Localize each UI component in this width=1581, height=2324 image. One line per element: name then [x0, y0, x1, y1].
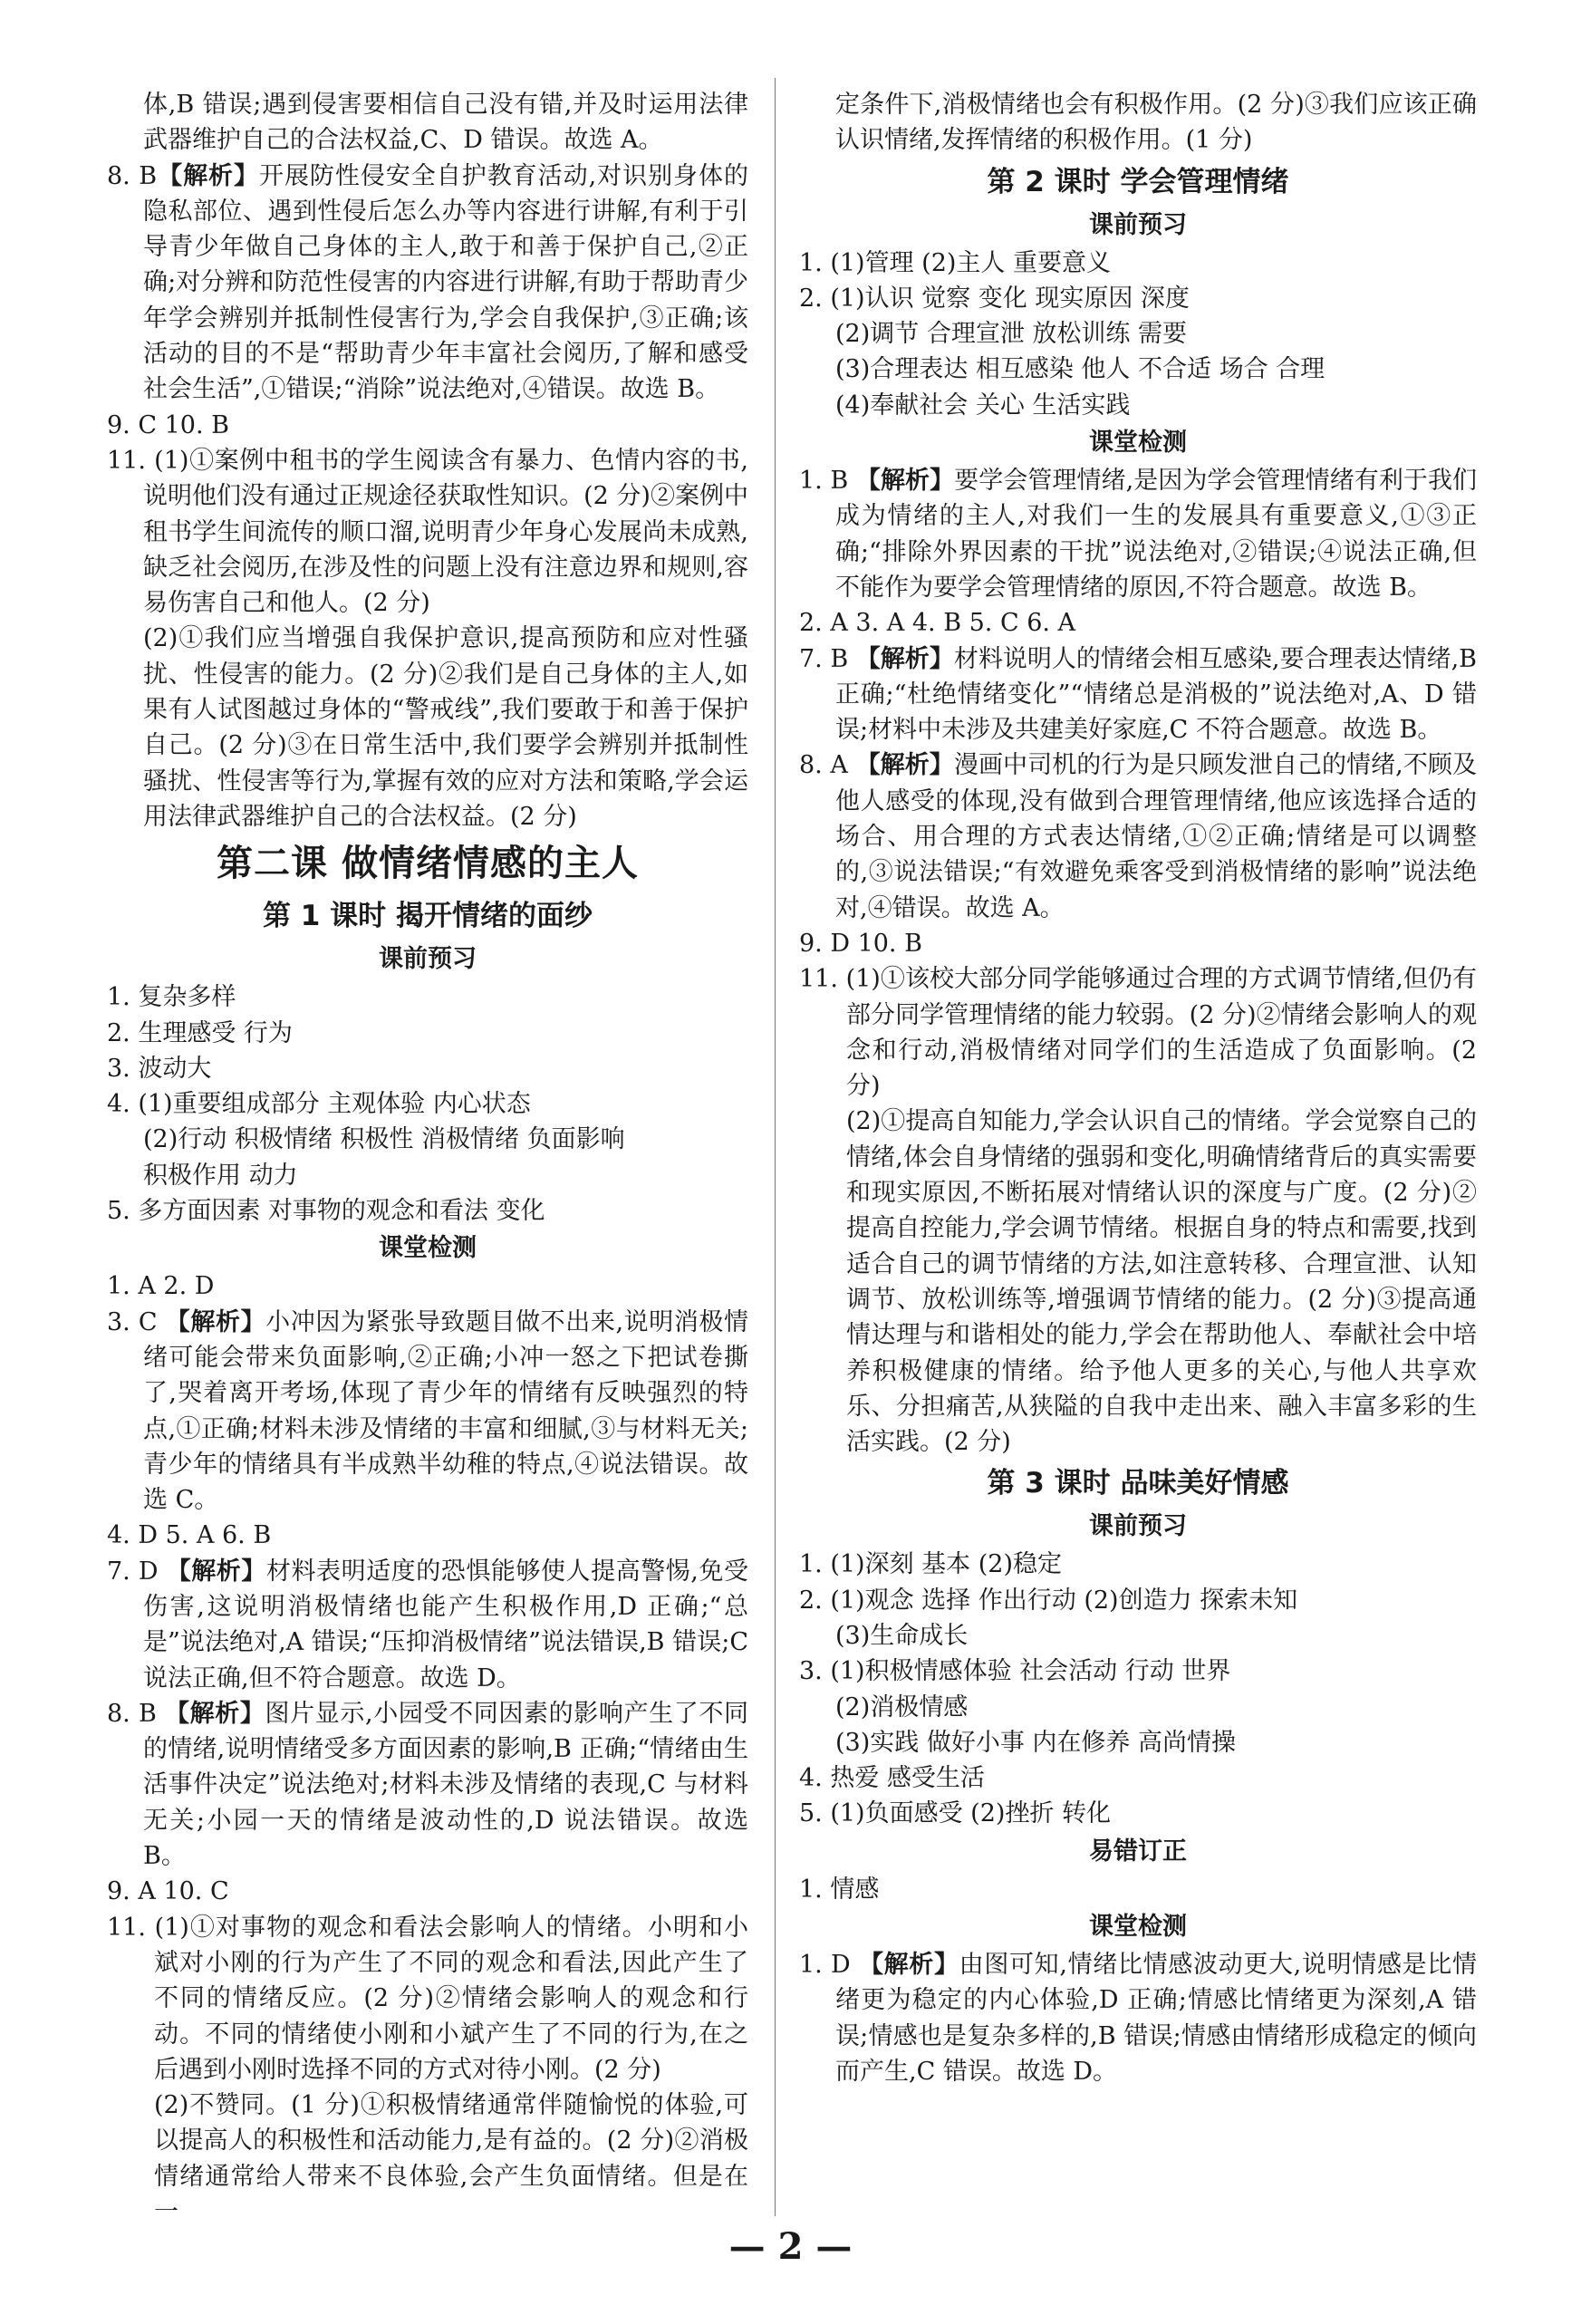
analysis-tag: 【解析】 [165, 1699, 265, 1728]
analysis-tag: 【解析】 [166, 1557, 266, 1586]
analysis-tag: 【解析】 [858, 1951, 959, 1980]
check-item: (2)不赞同。(1 分)①积极情绪通常伴随愉悦的体验,可以提高人的积极性和活动能力,是有益的。(2 分)②消极情绪通常给人带来不良体验,会产生负面情绪。但是在一 [154, 2091, 748, 2227]
answer-text: 由图可知,情绪比情感波动更大,说明情感是比情绪更为稳定的内心体验,D 正确;情感比情绪更为深刻,A 错误;情感也是复杂多样的,B 错误;情感由情绪形成稳定的倾向而产生,C 错误。故选 D。 [835, 1951, 1477, 2086]
analysis-tag: 【解析】 [165, 1307, 266, 1336]
check-item: 1. A 2. D [107, 1272, 215, 1301]
check-item [799, 747, 1477, 925]
preview-item: (3)实践 做好小事 内在修养 高尚情操 [835, 1728, 1236, 1757]
check-item [107, 1305, 748, 1519]
period-title: 第 1 课时 揭开情绪的面纱 [263, 900, 593, 933]
preview-item: 5. (1)负面感受 (2)挫折 转化 [799, 1799, 1111, 1828]
answer-8 [107, 159, 748, 408]
check-item: 11. (1)①对事物的观念和看法会影响人的情绪。小明和小斌对小刚的行为产生了不同的观念和看法,因此产生了不同的情绪反应。(2 分)②情绪会影响人的观念和行动。不同的情绪使小刚和小斌产生了不同的行为,在之后遇到小刚时选择不同的方式对待小刚。(2 分) [107, 1913, 748, 2084]
answer-number: 1. B [799, 467, 849, 496]
preview-item: 积极作用 动力 [143, 1161, 298, 1190]
section-heading-preview: 课前预习 [1089, 1512, 1187, 1541]
answer-text: 材料表明适度的恐惧能够使人提高警惕,免受伤害,这说明消极情绪也能产生积极作用,D 正确;“总是”说法绝对,A 错误;“压抑消极情绪”说法错误,B 错误;C 说法正确,但不符合题意。故选 D。 [143, 1557, 748, 1692]
check-item: 2. A 3. A 4. B 5. C 6. A [799, 609, 1076, 638]
preview-item: (2)行动 积极情绪 积极性 消极情绪 负面影响 [143, 1125, 625, 1154]
check-item: 9. D 10. B [799, 929, 922, 958]
preview-item: 1. (1)管理 (2)主人 重要意义 [799, 248, 1111, 277]
answer-text: 图片显示,小园受不同因素的影响产生了不同的情绪,说明情绪受多方面因素的影响,B 正确;“情绪由生活事件决定”说法绝对;材料未涉及情绪的表现,C 与材料无关;小园一天的情绪是波动性的,D 说法错误。故选 B。 [143, 1699, 748, 1871]
answer-number: 8. B [107, 1699, 157, 1728]
section-heading-check: 课堂检测 [379, 1234, 477, 1263]
check-item [799, 641, 1477, 748]
preview-item: 1. 复杂多样 [107, 983, 236, 1012]
preview-item: 2. (1)认识 觉察 变化 现实原因 深度 [799, 284, 1190, 313]
answer-number: 7. B [799, 644, 849, 673]
preview-item: 5. 多方面因素 对事物的观念和看法 变化 [107, 1197, 545, 1226]
analysis-tag: 【解析】 [157, 161, 259, 190]
preview-item: 2. (1)观念 选择 作出行动 (2)创造力 探索未知 [799, 1586, 1298, 1615]
section-heading-preview: 课前预习 [379, 945, 477, 974]
lesson-title: 第二课 做情绪情感的主人 [217, 843, 639, 885]
analysis-tag: 【解析】 [855, 467, 955, 496]
answer-number: 8. B [107, 161, 158, 190]
check-item [799, 1947, 1477, 2089]
preview-item: (4)奉献社会 关心 生活实践 [835, 391, 1131, 419]
preview-item: (3)生命成长 [835, 1621, 969, 1650]
answer-number: 8. A [799, 751, 848, 780]
answer-number: 7. D [107, 1557, 159, 1586]
answer-11-part1: 11. (1)①案例中租书的学生阅读含有暴力、色情内容的书,说明他们没有通过正规途径获取性知识。(2 分)②案例中租书学生间流传的顺口溜,说明青少年身心发展尚未成熟,缺乏社会阅历,在涉及性的问题上没有注意边界和规则,容易伤害自己和他人。(2 分) [107, 446, 748, 618]
column-divider [775, 78, 776, 2216]
answer-text: 开展防性侵安全自护教育活动,对识别身体的隐私部位、遇到性侵后怎么办等内容进行讲解,有利于引导青少年做自己身体的主人,敢于和善于保护自己,②正确;对分辨和防范性侵害的内容进行讲解,有助于帮助青少年学会辨别并抵制性侵害行为,学会自我保护,③正确;该活动的目的不是“帮助青少年丰富社会阅历,了解和感受社会生活”,①错误;“消除”说法绝对,④错误。故选 B。 [143, 161, 748, 404]
error-item: 1. 情感 [799, 1875, 880, 1904]
preview-item: 4. 热爱 感受生活 [799, 1764, 985, 1793]
check-item [107, 1696, 748, 1874]
section-heading-error-correction: 易错订正 [1089, 1837, 1187, 1866]
period-title: 第 3 课时 品味美好情感 [987, 1467, 1289, 1500]
analysis-tag: 【解析】 [855, 751, 954, 780]
answer-text: 材料说明人的情绪会相互感染,要合理表达情绪,B 正确;“杜绝情绪变化”“情绪总是消极的”说法绝对,A、D 错误;材料中未涉及共建美好家庭,C 不符合题意。故选 B。 [835, 644, 1477, 745]
preview-item: 3. 波动大 [107, 1054, 212, 1083]
right-column [799, 87, 1477, 2089]
section-heading-check: 课堂检测 [1089, 429, 1187, 458]
preview-item: 4. (1)重要组成部分 主观体验 内心状态 [107, 1090, 531, 1119]
section-heading-check: 课堂检测 [1089, 1913, 1187, 1942]
answer-number: 1. D [799, 1951, 851, 1980]
page-number: — 2 — [728, 2225, 853, 2268]
check-item: 9. A 10. C [107, 1877, 229, 1906]
preview-item: (3)合理表达 相互感染 他人 不合适 场合 合理 [835, 355, 1326, 384]
answer-number: 3. C [107, 1307, 158, 1336]
section-heading-preview: 课前预习 [1089, 210, 1187, 239]
check-item: 11. (1)①该校大部分同学能够通过合理的方式调节情绪,但仍有部分同学管理情绪的能力较弱。(2 分)②情绪会影响人的观念和行动,消极情绪对同学们的生活造成了负面影响。(2 分) [799, 965, 1477, 1101]
check-item: (2)①提高自知能力,学会认识自己的情绪。学会觉察自己的情绪,体会自身情绪的强弱和变化,明确情绪背后的真实需要和现实原因,不断拓展对情绪认识的深度与广度。(2 分)②提高自控能力,学会调节情绪。根据自身的特点和需要,找到适合自己的调节情绪的方法,如注意转移、合理宣泄、认知调节、放松训练等,增强调节情绪的能力。(2 分)③提高通情达理与和谐相处的能力,学会在帮助他人、奉献社会中培养积极健康的情绪。给予他人更多的关心,与他人共享欢乐、分担痛苦,从狭隘的自我中走出来、融入丰富多彩的生活实践。(2 分) [846, 1107, 1477, 1457]
preview-item: 3. (1)积极情感体验 社会活动 行动 世界 [799, 1657, 1231, 1686]
answer-text: 体,B 错误;遇到侵害要相信自己没有错,并及时运用法律武器维护自己的合法权益,C、D 错误。故选 A。 [143, 91, 748, 155]
analysis-tag: 【解析】 [855, 644, 954, 673]
answer-text: 定条件下,消极情绪也会有积极作用。(2 分)③我们应该正确认识情绪,发挥情绪的积极作用。(1 分) [835, 91, 1477, 155]
preview-item: (2)消极情感 [835, 1692, 969, 1721]
answer-text: 小冲因为紧张导致题目做不出来,说明消极情绪可能会带来负面影响,②正确;小冲一怒之下把试卷撕了,哭着离开考场,体现了青少年的情绪有反映强烈的特点,①正确;材料未涉及情绪的丰富和细腻,③与材料无关;青少年的情绪具有半成熟半幼稚的特点,④说法错误。故选 C。 [143, 1307, 748, 1515]
left-column [107, 87, 748, 2230]
answer-text: 漫画中司机的行为是只顾发泄自己的情绪,不顾及他人感受的体现,没有做到合理管理情绪,他应该选择合适的场合、用合理的方式表达情绪,①②正确;情绪是可以调整的,③说法错误;“有效避免乘客受到消极情绪的影响”说法绝对,④错误。故选 A。 [835, 751, 1477, 922]
check-item: 4. D 5. A 6. B [107, 1521, 272, 1550]
answer-9-10: 9. C 10. B [107, 410, 229, 439]
check-item [799, 463, 1477, 605]
period-title: 第 2 课时 学会管理情绪 [987, 165, 1289, 198]
preview-item: (2)调节 合理宣泄 放松训练 需要 [835, 320, 1187, 349]
answer-11-part2: (2)①我们应当增强自我保护意识,提高预防和应对性骚扰、性侵害的能力。(2 分)②我们是自己身体的主人,如果有人试图越过身体的“警戒线”,我们要敢于和善于保护自己。(2 分)③在日常生活中,我们要学会辨别并抵制性骚扰、性侵害等行为,掌握有效的应对方法和策略,学会运用法律武器维护自己的合法权益。(2 分) [143, 624, 748, 831]
check-item [107, 1554, 748, 1696]
preview-item: 1. (1)深刻 基本 (2)稳定 [799, 1550, 1062, 1579]
preview-item: 2. 生理感受 行为 [107, 1018, 293, 1047]
answer-text: 要学会管理情绪,是因为学会管理情绪有利于我们成为情绪的主人,对我们一生的发展具有重要意义,①③正确;“排除外界因素的干扰”说法绝对,②错误;④说法正确,但不能作为要学会管理情绪的原因,不符合题意。故选 B。 [835, 467, 1478, 602]
